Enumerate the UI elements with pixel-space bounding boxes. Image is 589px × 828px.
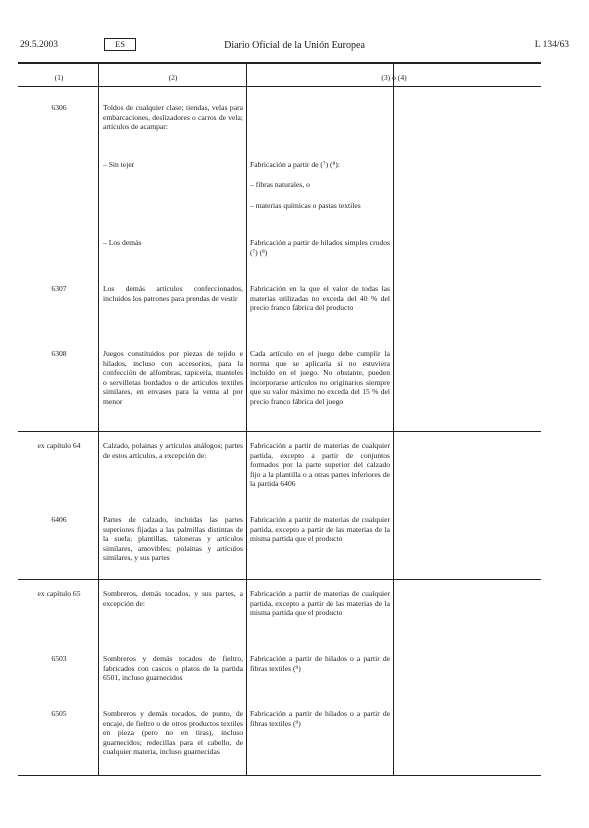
row-description: Sombreros y demás tocados de fieltro, fabricados con cascos o platos de la partida 6501, incluso guarnecidos [103,654,243,683]
row-code: ex capítulo 65 [37,589,81,598]
column-divider-1 [98,63,99,775]
row-rule: Fabricación a partir de materias de cualquier partida, excepto a partir de conjuntos formados por la parte superior del calzado fijo a la plantilla o a otras partes inferiores de la partida 6406 [250,441,390,489]
row-description: Los demás artículos confeccionados, incluidos los patrones para prendas de vestir [103,284,243,303]
column-divider-2 [246,63,247,775]
row-rule: Fabricación a partir de materias de cualquier partida, excepto a partir de las materias de la misma partida que el producto [250,515,390,544]
header-bottom-rule [18,86,541,87]
row-description: Partes de calzado, incluidas las partes superiores fijadas a las palmillas distintas de la suela; plantillas, taloneras y artículos similares, amovibles; polainas y artículos similares, y sus partes [103,515,243,563]
column-header-3: (3) o (4) [381,73,407,82]
row-rule: Fabricación a partir de (⁷) (⁸): [250,160,340,169]
column-divider-3 [393,63,394,775]
column-header-1: (1) [54,73,64,82]
row-code: 6505 [51,709,67,718]
row-code: 6503 [51,654,67,663]
row-description: Calzado, polainas y artículos análogos; partes de estos artículos, a excepción de: [103,441,243,460]
row-description: Sombreros, demás tocados, y sus partes, a excepción de: [103,589,243,608]
row-rule: Cada artículo en el juego debe cumplir la norma que se aplicaría si no estuviera incluido en el juego. No obstante, pueden incorporarse artículos no originarios siempre que su valor máximo no exceda del 15 % del precio franco fábrica del juego [250,349,390,406]
row-rule: – fibras naturales, o [250,180,310,189]
row-description: Juegos constituidos por piezas de tejido e hilados, incluso con accesorios, para la confección de alfombras, tapicería, manteles o servilletas bordados o de artículos textiles similares, en envases para la venta al por menor [103,349,243,406]
row-rule: Fabricación a partir de hilados o a partir de fibras textiles (⁹) [250,654,390,673]
row-code: 6308 [51,349,67,358]
page-reference: L 134/63 [534,40,569,50]
header-date: 29.5.2003 [20,40,58,50]
column-header-2: (2) [168,73,178,82]
row-description: – Los demás [103,238,142,247]
row-rule: Fabricación a partir de hilados simples crudos (⁷) (⁸) [250,238,390,257]
language-badge: ES [104,38,136,51]
table-top-rule [18,62,541,64]
row-code: ex capítulo 64 [37,441,81,450]
row-description: Sombreros y demás tocados, de punto, de encaje, de fieltro o de otros productos textiles en pieza (pero no en tiras), incluso guarnecidos; redecillas para el cabello, de cualquier materia, incluso guarnecidas [103,709,243,757]
journal-title: Diario Oficial de la Unión Europea [224,40,365,51]
row-code: 6307 [51,284,67,293]
row-description: – Sin tejer [103,160,135,169]
row-rule: Fabricación en la que el valor de todas las materias utilizadas no exceda del 40 % del precio franco fábrica del producto [250,284,390,313]
row-description: Toldos de cualquier clase; tiendas, velas para embarcaciones, deslizadores o carros de vela; artículos de acampar: [103,103,243,132]
row-code: 6306 [51,103,67,112]
row-code: 6406 [51,515,67,524]
table-bottom-rule [18,775,541,776]
section-rule [18,579,541,580]
row-rule: – materias químicas o pastas textiles [250,201,361,210]
section-rule [18,431,541,432]
row-rule: Fabricación a partir de hilados o a partir de fibras textiles (⁹) [250,709,390,728]
row-rule: Fabricación a partir de materias de cualquier partida, excepto a partir de las materias de la misma partida que el producto [250,589,390,618]
